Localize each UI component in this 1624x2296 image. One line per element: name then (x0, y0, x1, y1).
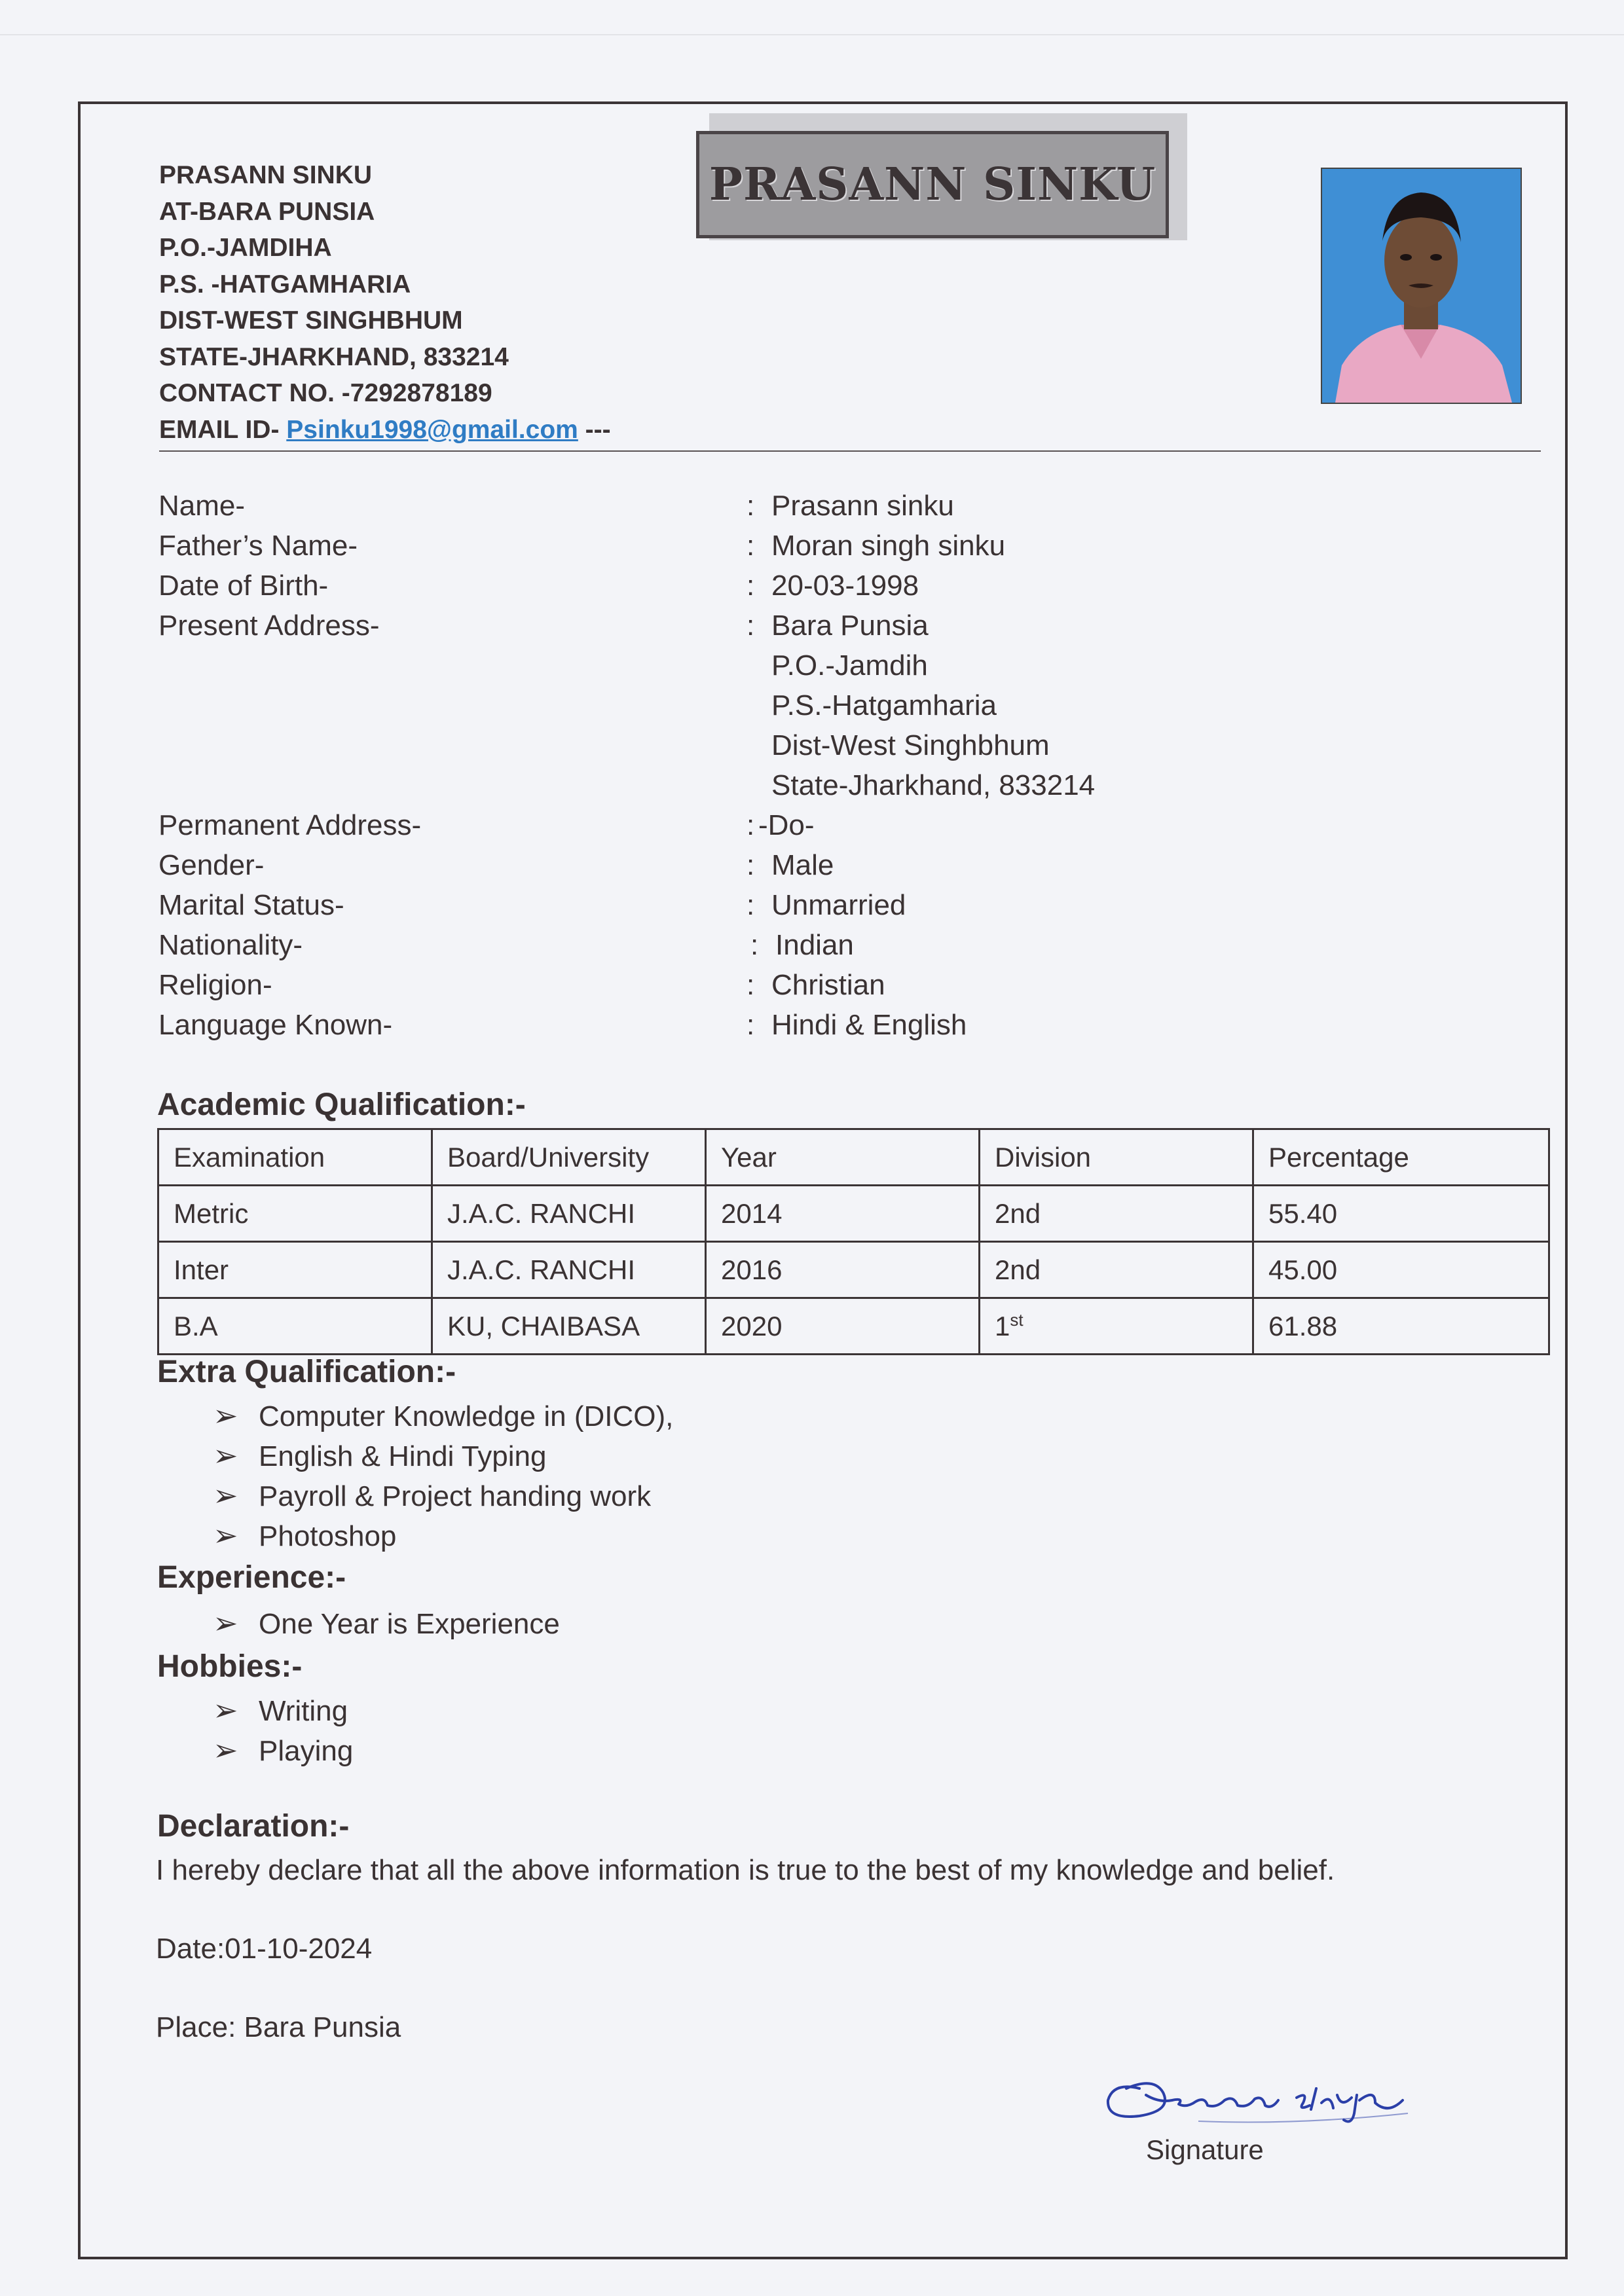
column-header: Board/University (432, 1129, 706, 1186)
address-line: STATE-JHARKHAND, 833214 (159, 342, 509, 371)
person-photo-illustration (1322, 169, 1521, 403)
value-present-address-line1: Bara Punsia (771, 610, 929, 642)
list-item-text: Payroll & Project handing work (259, 1480, 652, 1512)
profile-photo (1321, 168, 1522, 404)
value-gender: Male (771, 849, 834, 881)
list-item (157, 1732, 353, 1772)
arrow-bullet-icon: ➢ (213, 1478, 238, 1512)
label-name: Name- (158, 490, 246, 522)
email-suffix: --- (578, 415, 611, 444)
value-present-address-line5: State-Jharkhand, 833214 (771, 769, 1096, 801)
list-item (157, 1692, 353, 1732)
colon: : (747, 490, 755, 522)
extra-qualification-heading: Extra Qualification:- (157, 1355, 456, 1389)
colon: : (747, 849, 755, 881)
resume-title-box (696, 131, 1169, 238)
value-present-address-line2: P.O.-Jamdih (771, 649, 928, 682)
column-header: Examination (158, 1129, 432, 1186)
list-item (157, 1518, 673, 1558)
label-marital-status: Marital Status- (158, 889, 344, 921)
table-cell: B.A (158, 1298, 432, 1355)
value-language-known: Hindi & English (771, 1009, 967, 1041)
arrow-bullet-icon: ➢ (213, 1518, 238, 1552)
colon: : (747, 530, 755, 562)
address-line: PRASANN SINKU (159, 161, 373, 189)
table-cell: 2014 (706, 1186, 980, 1242)
signature-label: Signature (1146, 2134, 1264, 2165)
contact-number: CONTACT NO. -7292878189 (159, 379, 492, 407)
value-permanent-address: -Do- (758, 809, 815, 841)
label-present-address: Present Address- (158, 610, 380, 642)
list-item-text: Writing (259, 1695, 348, 1727)
colon: : (747, 889, 755, 921)
declaration-place: Place: Bara Punsia (156, 2011, 401, 2043)
value-dob: 20-03-1998 (771, 570, 919, 602)
value-present-address-line4: Dist-West Singhbhum (771, 729, 1050, 761)
address-line: AT-BARA PUNSIA (159, 197, 375, 226)
experience-heading: Experience:- (157, 1560, 346, 1595)
signature-drawing (1100, 2062, 1428, 2134)
email-line (159, 412, 611, 448)
table-cell: J.A.C. RANCHI (432, 1186, 706, 1242)
colon: : (747, 570, 755, 602)
colon: : (747, 1009, 755, 1041)
division-superscript: st (1010, 1310, 1024, 1330)
experience-list (157, 1605, 560, 1641)
arrow-bullet-icon: ➢ (213, 1733, 238, 1767)
colon: : (747, 809, 755, 841)
value-name: Prasann sinku (771, 490, 954, 522)
label-nationality: Nationality- (158, 929, 303, 961)
table-cell: 2nd (980, 1186, 1253, 1242)
list-item (157, 1438, 673, 1478)
address-line: P.O.-JAMDIHA (159, 234, 332, 262)
column-header: Division (980, 1129, 1253, 1186)
label-dob: Date of Birth- (158, 570, 329, 602)
label-permanent-address: Permanent Address- (158, 809, 422, 841)
declaration-heading: Declaration:- (157, 1809, 350, 1844)
value-present-address-line3: P.S.-Hatgamharia (771, 689, 997, 721)
list-item-text: English & Hindi Typing (259, 1440, 547, 1472)
label-language-known: Language Known- (158, 1009, 393, 1041)
colon: : (747, 610, 755, 642)
value-marital-status: Unmarried (771, 889, 906, 921)
resume-title: PRASANN SINKU (709, 158, 1156, 211)
colon: : (750, 929, 759, 961)
hobbies-list (157, 1692, 353, 1772)
list-item (157, 1605, 560, 1641)
contact-address-block (159, 157, 611, 448)
extra-qualification-list (157, 1398, 673, 1558)
division-value: 1 (995, 1311, 1010, 1341)
arrow-bullet-icon: ➢ (213, 1693, 238, 1727)
table-row (158, 1186, 1549, 1242)
table-cell (980, 1298, 1253, 1355)
handwritten-signature (1100, 2062, 1428, 2138)
table-cell: 45.00 (1253, 1242, 1549, 1298)
list-item (157, 1478, 673, 1518)
table-cell: 2016 (706, 1242, 980, 1298)
table-cell: Metric (158, 1186, 432, 1242)
column-header: Year (706, 1129, 980, 1186)
academic-heading: Academic Qualification:- (157, 1087, 526, 1122)
list-item-text: Computer Knowledge in (DICO), (259, 1400, 674, 1432)
table-row (158, 1242, 1549, 1298)
list-item-text: Playing (259, 1735, 354, 1767)
list-item (157, 1398, 673, 1438)
list-item-text: Photoshop (259, 1520, 397, 1552)
table-cell: 2nd (980, 1242, 1253, 1298)
table-cell: 61.88 (1253, 1298, 1549, 1355)
address-line: DIST-WEST SINGHBHUM (159, 306, 463, 335)
arrow-bullet-icon: ➢ (213, 1606, 238, 1640)
arrow-bullet-icon: ➢ (213, 1438, 238, 1472)
table-row (158, 1298, 1549, 1355)
hobbies-heading: Hobbies:- (157, 1649, 303, 1684)
header-divider (159, 450, 1541, 452)
table-cell: 2020 (706, 1298, 980, 1355)
label-religion: Religion- (158, 969, 272, 1001)
table-cell: Inter (158, 1242, 432, 1298)
table-header-row (158, 1129, 1549, 1186)
table-cell: 55.40 (1253, 1186, 1549, 1242)
email-link[interactable]: Psinku1998@gmail.com (286, 415, 578, 444)
value-religion: Christian (771, 969, 885, 1001)
address-line: P.S. -HATGAMHARIA (159, 270, 411, 299)
list-item-text: One Year is Experience (259, 1608, 560, 1640)
value-nationality: Indian (775, 929, 854, 961)
page-edge (0, 34, 1624, 35)
label-gender: Gender- (158, 849, 265, 881)
column-header: Percentage (1253, 1129, 1549, 1186)
value-father-name: Moran singh sinku (771, 530, 1006, 562)
label-father-name: Father’s Name- (158, 530, 358, 562)
declaration-date: Date:01-10-2024 (156, 1933, 373, 1965)
arrow-bullet-icon: ➢ (213, 1398, 238, 1432)
table-cell: KU, CHAIBASA (432, 1298, 706, 1355)
declaration-text: I hereby declare that all the above information is true to the best of my knowledge and belief. (156, 1854, 1335, 1886)
table-cell: J.A.C. RANCHI (432, 1242, 706, 1298)
academic-table (157, 1128, 1550, 1355)
email-label: EMAIL ID- (159, 415, 287, 444)
colon: : (747, 969, 755, 1001)
